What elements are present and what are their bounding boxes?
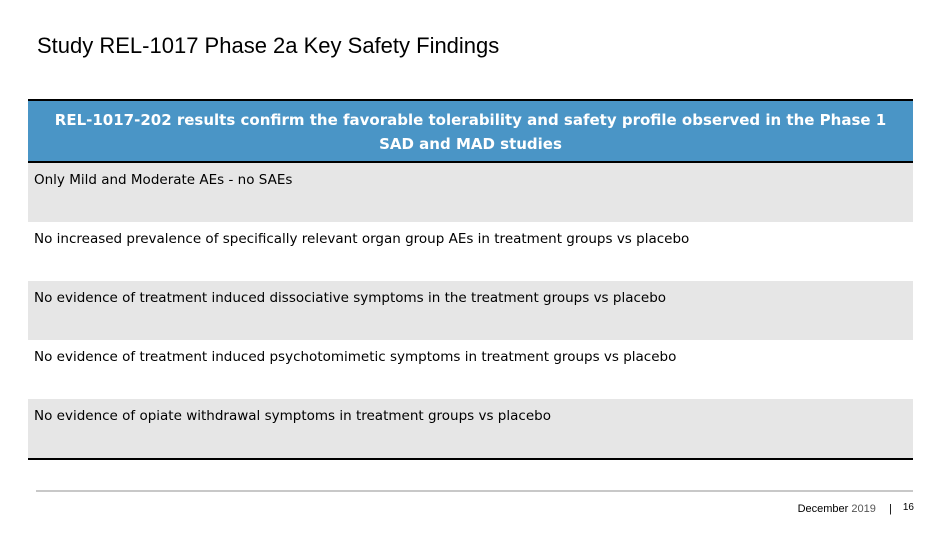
table-row: No evidence of opiate withdrawal symptoms in treatment groups vs placebo	[28, 399, 913, 458]
footer-rule	[36, 490, 913, 492]
footer-month: December	[797, 503, 849, 515]
footer-separator: |	[888, 503, 892, 515]
table-row: No increased prevalence of specifically relevant organ group AEs in treatment groups vs placebo	[28, 222, 913, 281]
findings-table	[28, 99, 913, 460]
table-row: No evidence of treatment induced psychotomimetic symptoms in treatment groups vs placebo	[28, 340, 913, 399]
slide-title: Study REL-1017 Phase 2a Key Safety Findings	[37, 33, 500, 58]
footer-year: 2019	[851, 503, 876, 515]
footer	[798, 503, 914, 515]
table-row: No evidence of treatment induced dissociative symptoms in the treatment groups vs placebo	[28, 281, 913, 340]
page-number: 16	[902, 502, 914, 513]
table-header: REL-1017-202 results confirm the favorable tolerability and safety profile observed in the Phase 1 SAD and MAD studies	[28, 101, 913, 163]
table-row: Only Mild and Moderate AEs - no SAEs	[28, 163, 913, 222]
